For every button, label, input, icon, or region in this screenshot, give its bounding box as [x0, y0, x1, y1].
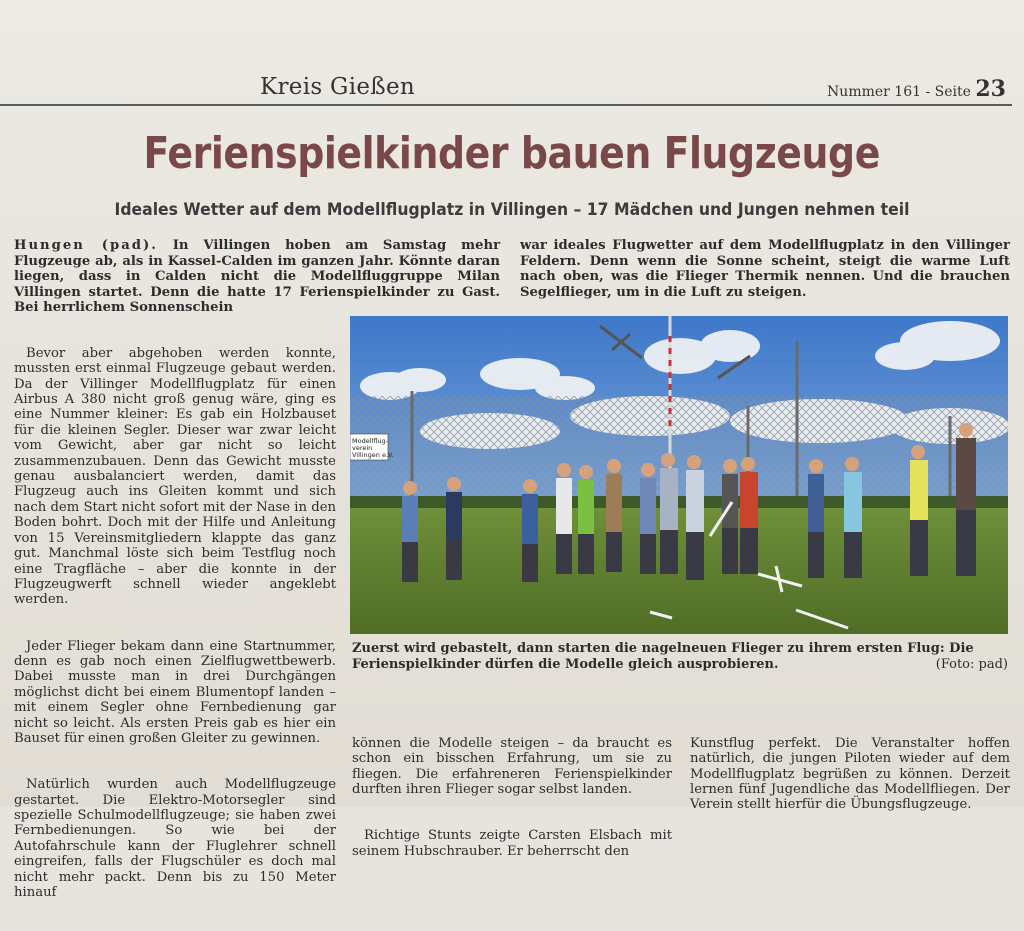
paragraph: Kunstflug perfekt. Die Veranstalter hoffen natürlich, die jungen Piloten wieder auf dem Modellflugplatz begrüßen zu können. Derzeit lernen fünf Jugendliche das Modellfliegen. Der Verein stellt hierfür die Übungsflugzeuge. [690, 735, 1015, 813]
photo-credit: (Foto: pad) [935, 657, 1008, 672]
article-photo [350, 316, 1008, 634]
paragraph: Jeder Flieger bekam dann eine Startnummer, denn es gab noch einen Zielflugwettbewerb. Dabei musste man in drei Durchgängen möglichst dicht bei einem Blumentopf landen – mit einem Segler ohne Fernbedienung gar nicht so leicht. Als ersten Preis gab es hier ein Bauset für einen großen Gleiter zu gewinnen. [14, 638, 341, 746]
paragraph: Bevor aber abgehoben werden konnte, mussten erst einmal Flugzeuge gebaut werden. Da der Villinger Modellflugplatz für einen Airbus A 380 nicht groß genug wäre, ging es eine Nummer kleiner: Es gab ein Holzbauset für die kleinen Segler. Dieser war zwar leicht vom Gewicht, aber gar nicht so leicht zusammenzubauen. Denn das Gewicht musste genau ausbalanciert werden, damit das Flugzeug auch ins Gleiten kommt und sich nach dem Start nicht sofort mit der Nase in den Boden bohrt. Doch mit der Hilfe und Anleitung von 15 Vereinsmitgliedern klappte das ganz gut. Manchmal löste sich beim Testflug noch eine Tragfläche – aber die konnte in der Flugzeugwerft schnell wieder angeklebt werden. [14, 345, 341, 608]
club-sign-line3: Villingen e.V. [352, 451, 394, 459]
lead-text-left: In Villingen hoben am Samstag mehr Flugzeuge ab, als in Kassel-Calden im ganzen Jahr. Könnte daran liegen, dass in Calden nicht die Modellfluggruppe Milan Villingen startet. Denn die hatte 17 Ferienspielkinder zu Gast. Bei herrlichem Sonnenschein [14, 238, 501, 315]
issue-label: Nummer 161 - Seite [827, 84, 971, 100]
header-rule [0, 104, 1012, 106]
paragraph: können die Modelle steigen – da braucht es schon ein bisschen Erfahrung, um sie zu fliegen. Die erfahreneren Ferienspielkinder durften ihren Flieger sogar selbst landen. [352, 735, 677, 798]
issue-info [827, 76, 1006, 102]
lead-paragraph-left [14, 238, 500, 316]
paragraph: Natürlich wurden auch Modellflugzeuge gestartet. Die Elektro-Motorsegler sind spezielle Schulmodellflugzeuge; sie haben zwei Fernbedienungen. So wie bei der Autofahrschule kann der Fluglehrer schnell eingreifen, falls der Flugschüler es doch mal nicht mehr packt. Denn bis zu 150 Meter hinauf [14, 777, 341, 901]
column-1 [14, 315, 341, 931]
wire-fence [350, 396, 1008, 506]
club-sign-line1: Modellflug- [352, 437, 389, 445]
paragraph: Richtige Stunts zeigte Carsten Elsbach mit seinem Hubschrauber. Er beherrscht den [352, 828, 677, 859]
dateline: Hungen (pad). [14, 238, 158, 253]
lead-paragraph-right: war ideales Flugwetter auf dem Modellflugplatz in den Villinger Feldern. Denn wenn die Sonne scheint, steigt die warme Luft nach oben, was die Flieger Thermik nennen. Und die brauchen Segelflieger, um in die Luft zu steigen. [520, 238, 1010, 300]
page-number: 23 [975, 76, 1006, 102]
column-3 [690, 705, 1015, 844]
section-title: Kreis Gießen [260, 74, 415, 100]
club-sign-line2: verein [352, 444, 373, 452]
photo-caption: Zuerst wird gebastelt, dann starten die nagelneuen Flieger zu ihrem ersten Flug: Die Ferienspielkinder dürfen die Modelle gleich ausprobieren. [352, 641, 974, 672]
article-headline: Ferienspielkinder bauen Flugzeuge [143, 128, 880, 179]
column-2 [352, 705, 677, 890]
article-subheadline: Ideales Wetter auf dem Modellflugplatz in Villingen – 17 Mädchen und Jungen nehmen teil [114, 200, 910, 220]
photo-illustration [350, 316, 1008, 634]
